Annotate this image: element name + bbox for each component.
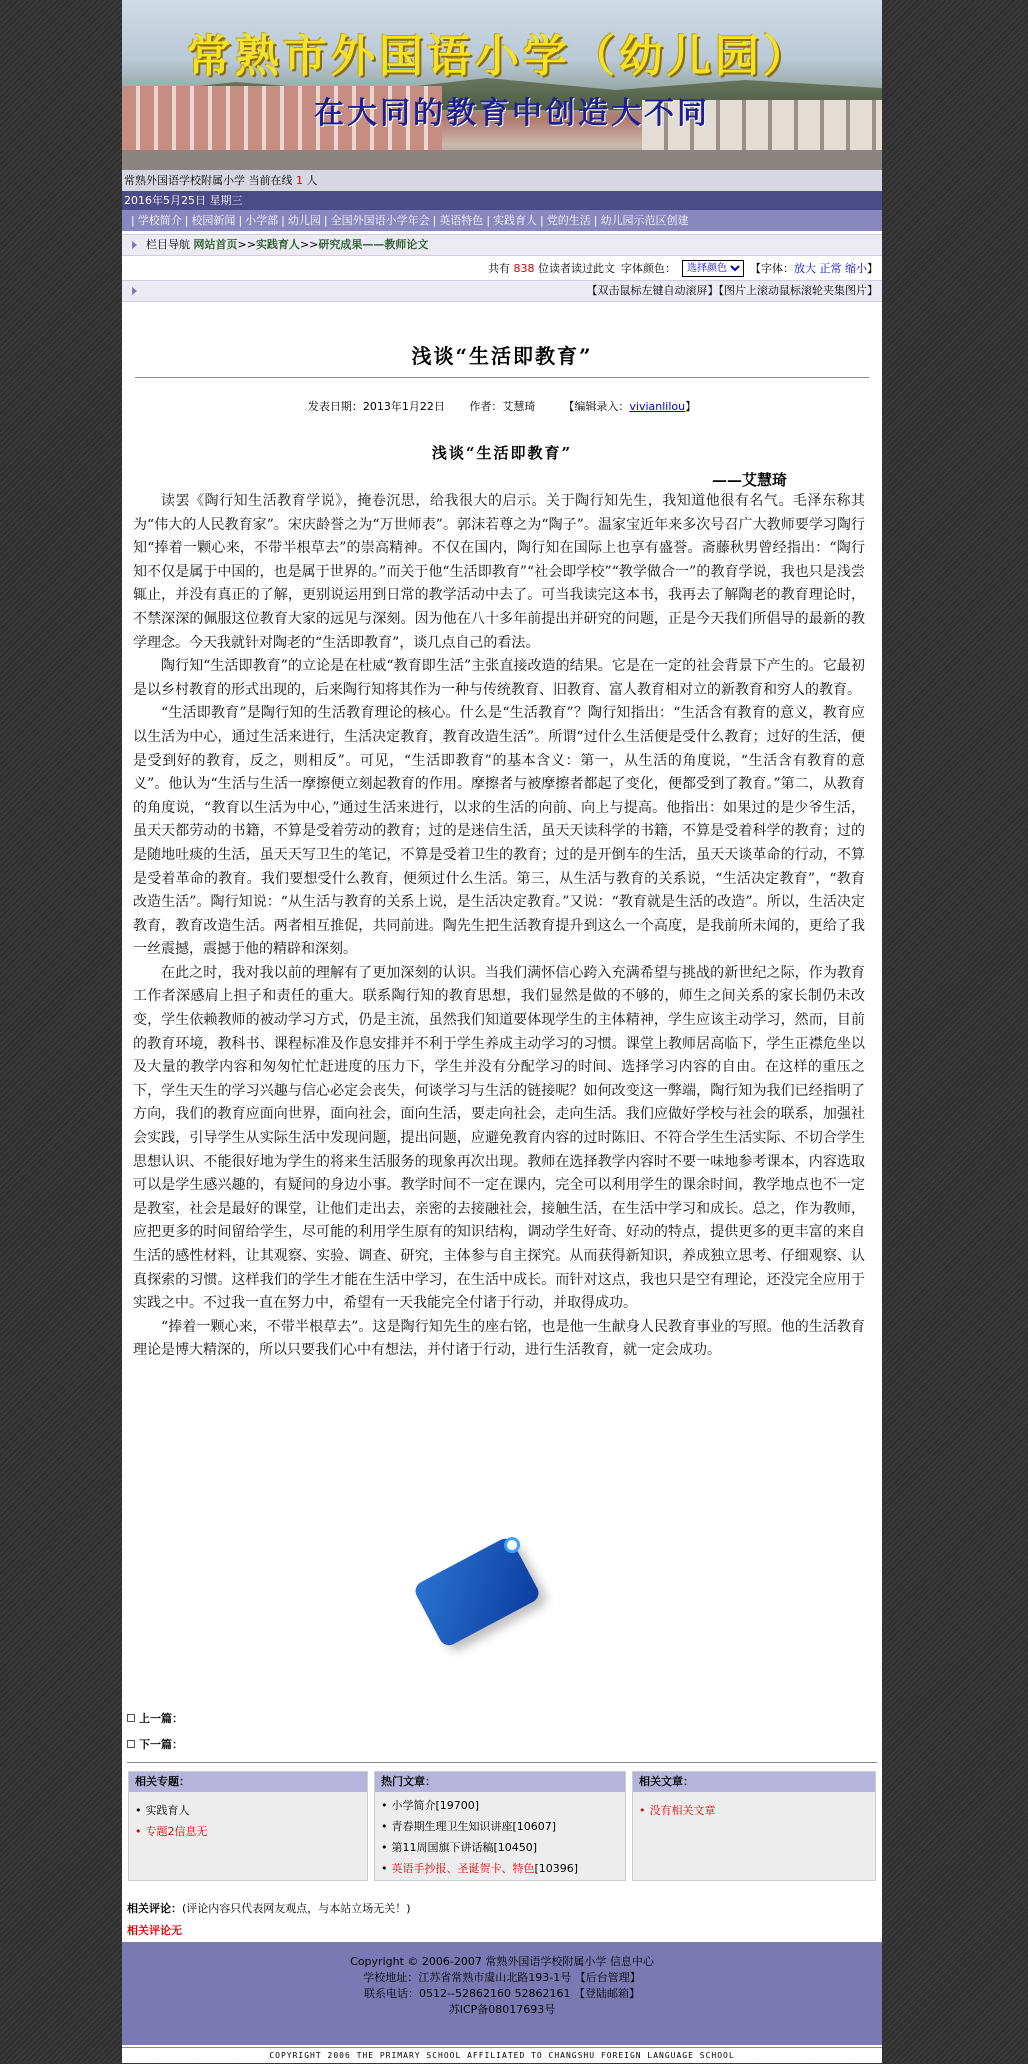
publish-date: 2013年1月22日	[362, 400, 445, 413]
tag-image	[412, 1542, 552, 1652]
title-divider	[135, 377, 869, 378]
breadcrumb-separator: >>	[299, 238, 319, 251]
font-size-normal-link[interactable]: 正常	[819, 262, 842, 275]
breadcrumb-label: 栏目导航	[146, 238, 190, 251]
breadcrumb	[122, 234, 882, 256]
nav-separator: |	[432, 214, 437, 227]
prev-article[interactable]: 上一篇：	[127, 1710, 183, 1726]
footer	[122, 1942, 882, 2045]
blue-tag-icon	[412, 1535, 542, 1648]
nav-separator: |	[131, 214, 135, 227]
comments-label: 相关评论：	[127, 1902, 182, 1915]
nav-item-practice[interactable]: 实践育人	[493, 214, 538, 227]
nav-item-party[interactable]: 党的生活	[546, 214, 591, 227]
hot-article-item[interactable]: • 青春期生理卫生知识讲座[10607]	[381, 1816, 625, 1837]
nav-item-demo-zone[interactable]: 幼儿园示范区创建	[600, 214, 689, 227]
nav-separator: |	[238, 214, 243, 227]
page	[122, 0, 882, 2063]
prev-next-nav	[127, 1710, 183, 1762]
banner-title: 常熟市外国语小学（幼儿园）	[187, 31, 811, 82]
banner-ground	[122, 150, 882, 170]
online-label: 当前在线	[248, 174, 293, 187]
arrow-icon	[132, 241, 138, 249]
hot-articles-panel	[374, 1771, 626, 1881]
related-topics-title: 相关专题：	[129, 1772, 367, 1792]
nav-separator: |	[486, 214, 491, 227]
nav-item-campus-news[interactable]: 校园新闻	[191, 214, 236, 227]
tips-bar	[122, 280, 882, 302]
author-name: 艾慧琦	[502, 400, 536, 413]
next-article[interactable]: 下一篇：	[127, 1736, 183, 1752]
paragraph: “捧着一颗心来，不带半根草去”。这是陶行知先生的座右铭，也是他一生献身人民教育事业的写照。他的生活教育理论是博大精深的，所以只要我们心中有想法，并付诸于行动，进行生活教育，就一定会成功。	[133, 1318, 865, 1359]
nav-item-english[interactable]: 英语特色	[439, 214, 484, 227]
online-bar	[122, 170, 882, 191]
breadcrumb-current-link[interactable]: 研究成果——教师论文	[318, 238, 429, 251]
paragraph: 陶行知“生活即教育”的立论是在杜威“教育即生活”主张直接改造的结果。它是在一定的社会背景下产生的。它最初是以乡村教育的形式出现的，后来陶行知将其作为一种与传统教育、旧教育、富人教育相对立的新教育和穷人的教育。	[133, 658, 865, 698]
footer-english-copyright: COPYRIGHT 2006 THE PRIMARY SCHOOL AFFILIATED TO CHANGSHU FOREIGN LANGUAGE SCHOOL	[122, 2047, 882, 2063]
nav-separator: |	[323, 214, 328, 227]
nav-item-primary[interactable]: 小学部	[245, 214, 279, 227]
related-articles-title: 相关文章：	[633, 1772, 875, 1792]
current-date: 2016年5月25日	[124, 194, 206, 207]
hot-article-item[interactable]: • 英语手抄报、圣诞贺卡、特色[10396]	[381, 1858, 625, 1879]
font-size-controls: 【字体：放大 正常 缩小】	[750, 262, 878, 275]
hot-article-item[interactable]: • 小学简介[19700]	[381, 1795, 625, 1816]
breadcrumb-home-link[interactable]: 网站首页	[193, 238, 238, 251]
font-size-small-link[interactable]: 缩小	[845, 262, 867, 275]
footer-copyright: Copyright © 2006-2007 常熟外国语学校附属小学 信息中心	[350, 1955, 654, 1968]
font-color-label: 字体颜色：	[621, 262, 676, 275]
banner	[122, 0, 882, 170]
footer-phone: 联系电话：0512--52862160 52862161 【登陆邮箱】	[364, 1987, 640, 2000]
current-weekday: 星期三	[209, 194, 243, 207]
related-divider	[127, 1762, 877, 1763]
date-bar	[122, 191, 882, 210]
nav-item-annual-meeting[interactable]: 全国外国语小学年会	[330, 214, 430, 227]
online-unit: 人	[306, 174, 318, 187]
nav-item-school-intro[interactable]: 学校简介	[137, 214, 182, 227]
breadcrumb-separator: >>	[237, 238, 256, 251]
nav-separator: |	[281, 214, 285, 227]
comments-none: 相关评论无	[127, 1924, 182, 1937]
related-articles-panel	[632, 1771, 876, 1881]
comments-header	[127, 1900, 411, 1916]
related-topic-none: • 专题2信息无	[135, 1821, 367, 1842]
byline: ——艾慧琦	[711, 471, 787, 489]
paragraph: 在此之时，我对我以前的理解有了更加深刻的认识。当我们满怀信心跨入充满希望与挑战的新世纪之际，作为教育工作者深感肩上担子和责任的重大。联系陶行知的教育思想，我们显然是做的不够的，师生之间关系的家长制仍未改变，学生依赖教师的被动学习方式，仍是主流，虽然我们知道要体现学生的主体精神，学生应该主动学习，然而，目前的教育环境，教科书、课程标准及作息安排并不利于学生养成主动学习的习惯。课堂上教师居高临下，学生正襟危坐以及大量的教学内容和匆匆忙忙赶进度的压力下，学生并没有分配学习的时间、选择学习内容的自由。在这样的重压之下，学生天生的学习兴趣与信心必定会丧失，何谈学习与生活的链接呢？如何改变这一弊端，陶行知为我们已经指明了方向，我们的教育应面向世界，面向社会，面向生活，要走向社会，走向生活。我们应做好学校与社会的联系，加强社会实践，引导学生从实际生活中发现问题，提出问题，应避免教育内容的过时陈旧、不符合学生生活实际、不切合学生思想认识、不能很好地为学生的将来生活服务的现象再次出现。教师在选择教学内容时不要一味地参考课本，内容选取可以是学生感兴趣的，有疑问的身边小事。教学时间不一定在课内，完全可以利用学生的课余时间，教学地点也不一定是教室，社会是最好的课堂，让他们走出去，亲密的去接融社会，接触生活，在生活中学习和成长。总之，作为教师，应把更多的时间留给学生，尽可能的利用学生原有的知识结构，调动学生好奇、好动的特点，提供更多的更丰富的来自生活的感性材料，让其观察、实验、调查、研究，主体参与自主探究。从而获得新知识，养成独立思考、仔细观察、认真探索的习惯。这样我们的学生才能在生活中学习，在生活中成长。而针对这点，我也只是空有理论，还没完全应用于实践之中。不过我一直在努力中，希望有一天我能完全付诸于行动，并取得成功。	[133, 964, 865, 1312]
nav-item-kindergarten[interactable]: 幼儿园	[287, 214, 321, 227]
nav-separator: |	[593, 214, 598, 227]
square-icon	[127, 1714, 135, 1722]
paragraph: “生活即教育”是陶行知的生活教育理论的核心。什么是“生活教育”？陶行知指出：“生活含有教育的意义，教育应以生活为中心，通过生活来进行，生活决定教育，教育改造生活”。所谓“过什么生活便是受什么教育；过好的生活，便是受到好的教育，反之，则相反”。可见，“生活即教育”的基本含义：第一，从生活的角度说，“生活含有教育的意义”。他认为“生活与生活一摩擦便立刻起教育的作用。摩擦者与被摩擦者都起了变化，便都受到了教育。”第二，从教育的角度说，“教育以生活为中心，”通过生活来进行，以求的生活的向前、向上与提高。他指出：如果过的是少爷生活，虽天天都劳动的书籍，不算是受着劳动的教育；过的是迷信生活，虽天天读科学的书籍，不算是受着科学的教育；过的是随地吐痰的生活，虽天天写卫生的笔记，不算是受着卫生的教育；过的是开倒车的生活，虽天天谈革命的行动，不算是受着革命的教育。我们要想受什么教育，便须过什么生活。第三，从生活与教育的关系说，“生活决定教育”，“教育改造生活”。陶行知说：“从生活与教育的关系上说，是生活决定教育。”又说：“教育就是生活的改造”。所以，生活决定教育，教育改造生活。两者相互推促，共同前进。陶先生把生活教育提升到这么一个高度，是我前所未闻的，更给了我一丝震撼，震撼于他的精辟和深刻。	[133, 705, 865, 958]
related-topic-item[interactable]: • 实践育人	[135, 1800, 367, 1821]
reader-count-text: 共有 838 位读者读过此文	[488, 262, 615, 275]
arrow-icon	[132, 287, 138, 295]
article-title: 浅谈“生活即教育”	[411, 344, 593, 368]
hot-article-item[interactable]: • 第11周国旗下讲话稿[10450]	[381, 1837, 625, 1858]
body-title: 浅谈“生活即教育”	[431, 444, 573, 462]
related-articles-none: • 没有相关文章	[639, 1800, 875, 1821]
editor-link[interactable]: vivianlilou	[629, 400, 686, 413]
scroll-tips: 【双击鼠标左键自动滚屏】【图片上滚动鼠标滚轮夹集图片】	[586, 284, 878, 297]
comments-note: (评论内容只代表网友观点，与本站立场无关！)	[182, 1902, 411, 1915]
nav-separator: |	[184, 214, 189, 227]
footer-icp: 苏ICP备08017693号	[448, 2003, 556, 2016]
article-meta: 发表日期：2013年1月22日 作者：艾慧琦 【编辑录入：vivianlilou】	[307, 400, 697, 413]
square-icon	[127, 1740, 135, 1748]
online-count: 1	[296, 174, 303, 187]
article	[127, 318, 877, 1363]
related-topics-panel	[128, 1771, 368, 1881]
article-body	[127, 490, 877, 1363]
footer-address: 学校地址：江苏省常熟市虞山北路193-1号 【后台管理】	[363, 1971, 641, 1984]
font-size-large-link[interactable]: 放大	[794, 262, 816, 275]
banner-slogan: 在大同的教育中创造大不同	[314, 96, 710, 131]
school-name: 常熟外国语学校附属小学	[124, 174, 245, 187]
hot-articles-title: 热门文章：	[375, 1772, 625, 1792]
font-color-select[interactable]	[682, 260, 744, 277]
paragraph: 读罢《陶行知生活教育学说》，掩卷沉思，给我很大的启示。关于陶行知先生，我知道他很有名气。毛泽东称其为“伟大的人民教育家”。宋庆龄誉之为“万世师表”。郭沫若尊之为“陶子”。温家宝近年来多次号召广大教师要学习陶行知“捧着一颗心来，不带半根草去”的崇高精神。不仅在国内，陶行知在国际上也享有盛誉。斋藤秋男曾经指出：“陶行知不仅是属于中国的，也是属于世界的。”而关于他“生活即教育”“社会即学校”“教学做合一”的教育学说，我也只是浅尝辄止，并没有真正的了解，更别说运用到日常的教学活动中去了。可当我读完这本书，我再去了解陶老的教育理论时，不禁深深的佩服这位教育大家的远见与深刻。因为他在八十多年前提出并研究的问题，正是今天我们所倡导的最新的教学理念。今天我就针对陶老的“生活即教育”，谈几点自己的看法。	[133, 493, 865, 651]
read-toolbar	[122, 256, 882, 280]
reader-count: 838	[513, 262, 535, 275]
tag-hole	[501, 1534, 523, 1556]
nav-separator: |	[540, 214, 544, 227]
main-nav	[122, 210, 882, 231]
breadcrumb-section-link[interactable]: 实践育人	[255, 238, 300, 251]
